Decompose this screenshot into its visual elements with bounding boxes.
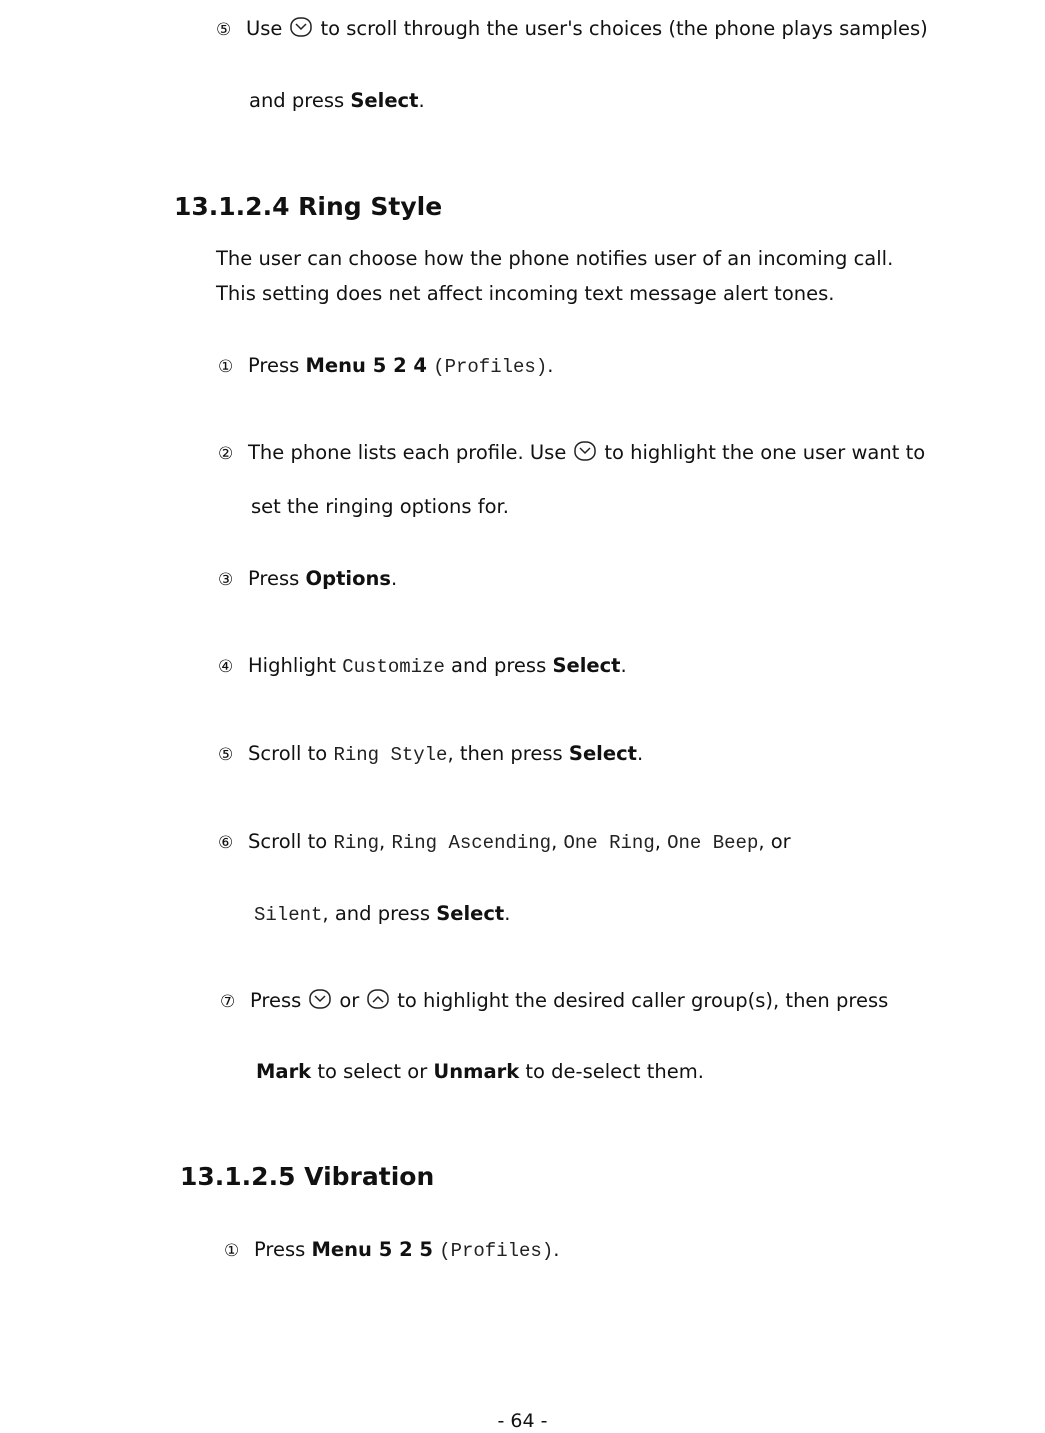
step-text: Use [246, 17, 283, 40]
select-keyword: Select [568, 742, 637, 765]
nav-down-icon [309, 988, 331, 1010]
menu-item-mono: (Profiles) [439, 1240, 554, 1262]
ring-style-step-6-cont [254, 902, 510, 926]
step-text: , or [758, 830, 791, 853]
ring-style-heading: 13.1.2.4 Ring Style [174, 192, 443, 221]
vibration-heading: 13.1.2.5 Vibration [180, 1162, 435, 1191]
page-number: - 64 - [497, 1410, 548, 1432]
option-ring: Ring [333, 832, 380, 854]
punct: . [390, 567, 398, 590]
ring-style-step-5 [218, 742, 643, 766]
step-5-continuation [249, 89, 425, 112]
punct: . [620, 654, 627, 677]
step-text: to scroll through the user's choices (the phone plays samples) [320, 17, 928, 40]
intro-line-2: This setting does net affect incoming text message alert tones. [216, 282, 835, 305]
step-text: to highlight the desired caller group(s), then press [397, 989, 889, 1012]
step-5-scroll-line [216, 16, 928, 40]
step-text: to select or [311, 1060, 434, 1083]
unmark-keyword: Unmark [433, 1060, 520, 1083]
menu-keys: Menu 5 2 4 [305, 354, 427, 377]
vibration-step-1 [224, 1238, 559, 1262]
step-text: Press [250, 989, 302, 1012]
punct: , [654, 830, 668, 853]
step-number: ⑤ [218, 745, 234, 765]
menu-keys: Menu 5 2 5 [311, 1238, 433, 1261]
menu-item-mono: (Profiles) [433, 356, 548, 378]
ring-style-step-7 [220, 988, 888, 1012]
ring-style-step-6 [218, 830, 791, 854]
step-number: ② [218, 444, 234, 464]
step-number: ⑤ [216, 20, 232, 40]
step-text: or [339, 989, 360, 1012]
ring-style-step-2-cont: set the ringing options for. [251, 495, 509, 518]
step-number: ④ [218, 657, 234, 677]
punct: , [551, 830, 564, 853]
option-one-beep: One Beep [667, 832, 759, 854]
nav-down-icon [290, 16, 312, 38]
ring-style-step-2 [218, 440, 925, 464]
step-text: Press [248, 354, 306, 377]
ring-style-step-3 [218, 567, 397, 590]
menu-item-mono: Customize [342, 656, 445, 678]
ring-style-step-1 [218, 354, 553, 378]
ring-style-step-7-cont [256, 1060, 704, 1083]
option-ring-ascending: Ring Ascending [391, 832, 552, 854]
punct: . [418, 89, 425, 112]
step-number: ① [224, 1241, 240, 1261]
punct: . [636, 742, 644, 765]
punct: . [504, 902, 511, 925]
punct: , [379, 830, 392, 853]
menu-item-mono: Ring Style [333, 744, 448, 766]
step-text: Scroll to [248, 742, 334, 765]
mark-keyword: Mark [256, 1060, 312, 1083]
step-text: Highlight [248, 654, 343, 677]
step-text: The phone lists each profile. Use [248, 441, 567, 464]
select-keyword: Select [350, 89, 419, 112]
step-number: ⑦ [220, 992, 236, 1012]
select-keyword: Select [436, 902, 505, 925]
intro-line-1: The user can choose how the phone notifies user of an incoming call. [216, 247, 894, 270]
step-number: ③ [218, 570, 234, 590]
nav-down-icon [574, 440, 596, 462]
step-text: , then press [447, 742, 569, 765]
step-text: Press [248, 567, 306, 590]
step-text: and press [249, 89, 351, 112]
step-number: ① [218, 357, 234, 377]
step-text: Press [254, 1238, 312, 1261]
step-text: to de-select them. [519, 1060, 704, 1083]
options-keyword: Options [305, 567, 391, 590]
option-one-ring: One Ring [563, 832, 655, 854]
punct: . [553, 1238, 560, 1261]
step-text: to highlight the one user want to [604, 441, 926, 464]
nav-up-icon [367, 988, 389, 1010]
option-silent: Silent [254, 904, 323, 926]
step-text: and press [444, 654, 553, 677]
select-keyword: Select [552, 654, 621, 677]
step-text: Scroll to [248, 830, 334, 853]
ring-style-step-4 [218, 654, 627, 678]
step-number: ⑥ [218, 833, 234, 853]
step-text: , and press [322, 902, 437, 925]
punct: . [547, 354, 554, 377]
